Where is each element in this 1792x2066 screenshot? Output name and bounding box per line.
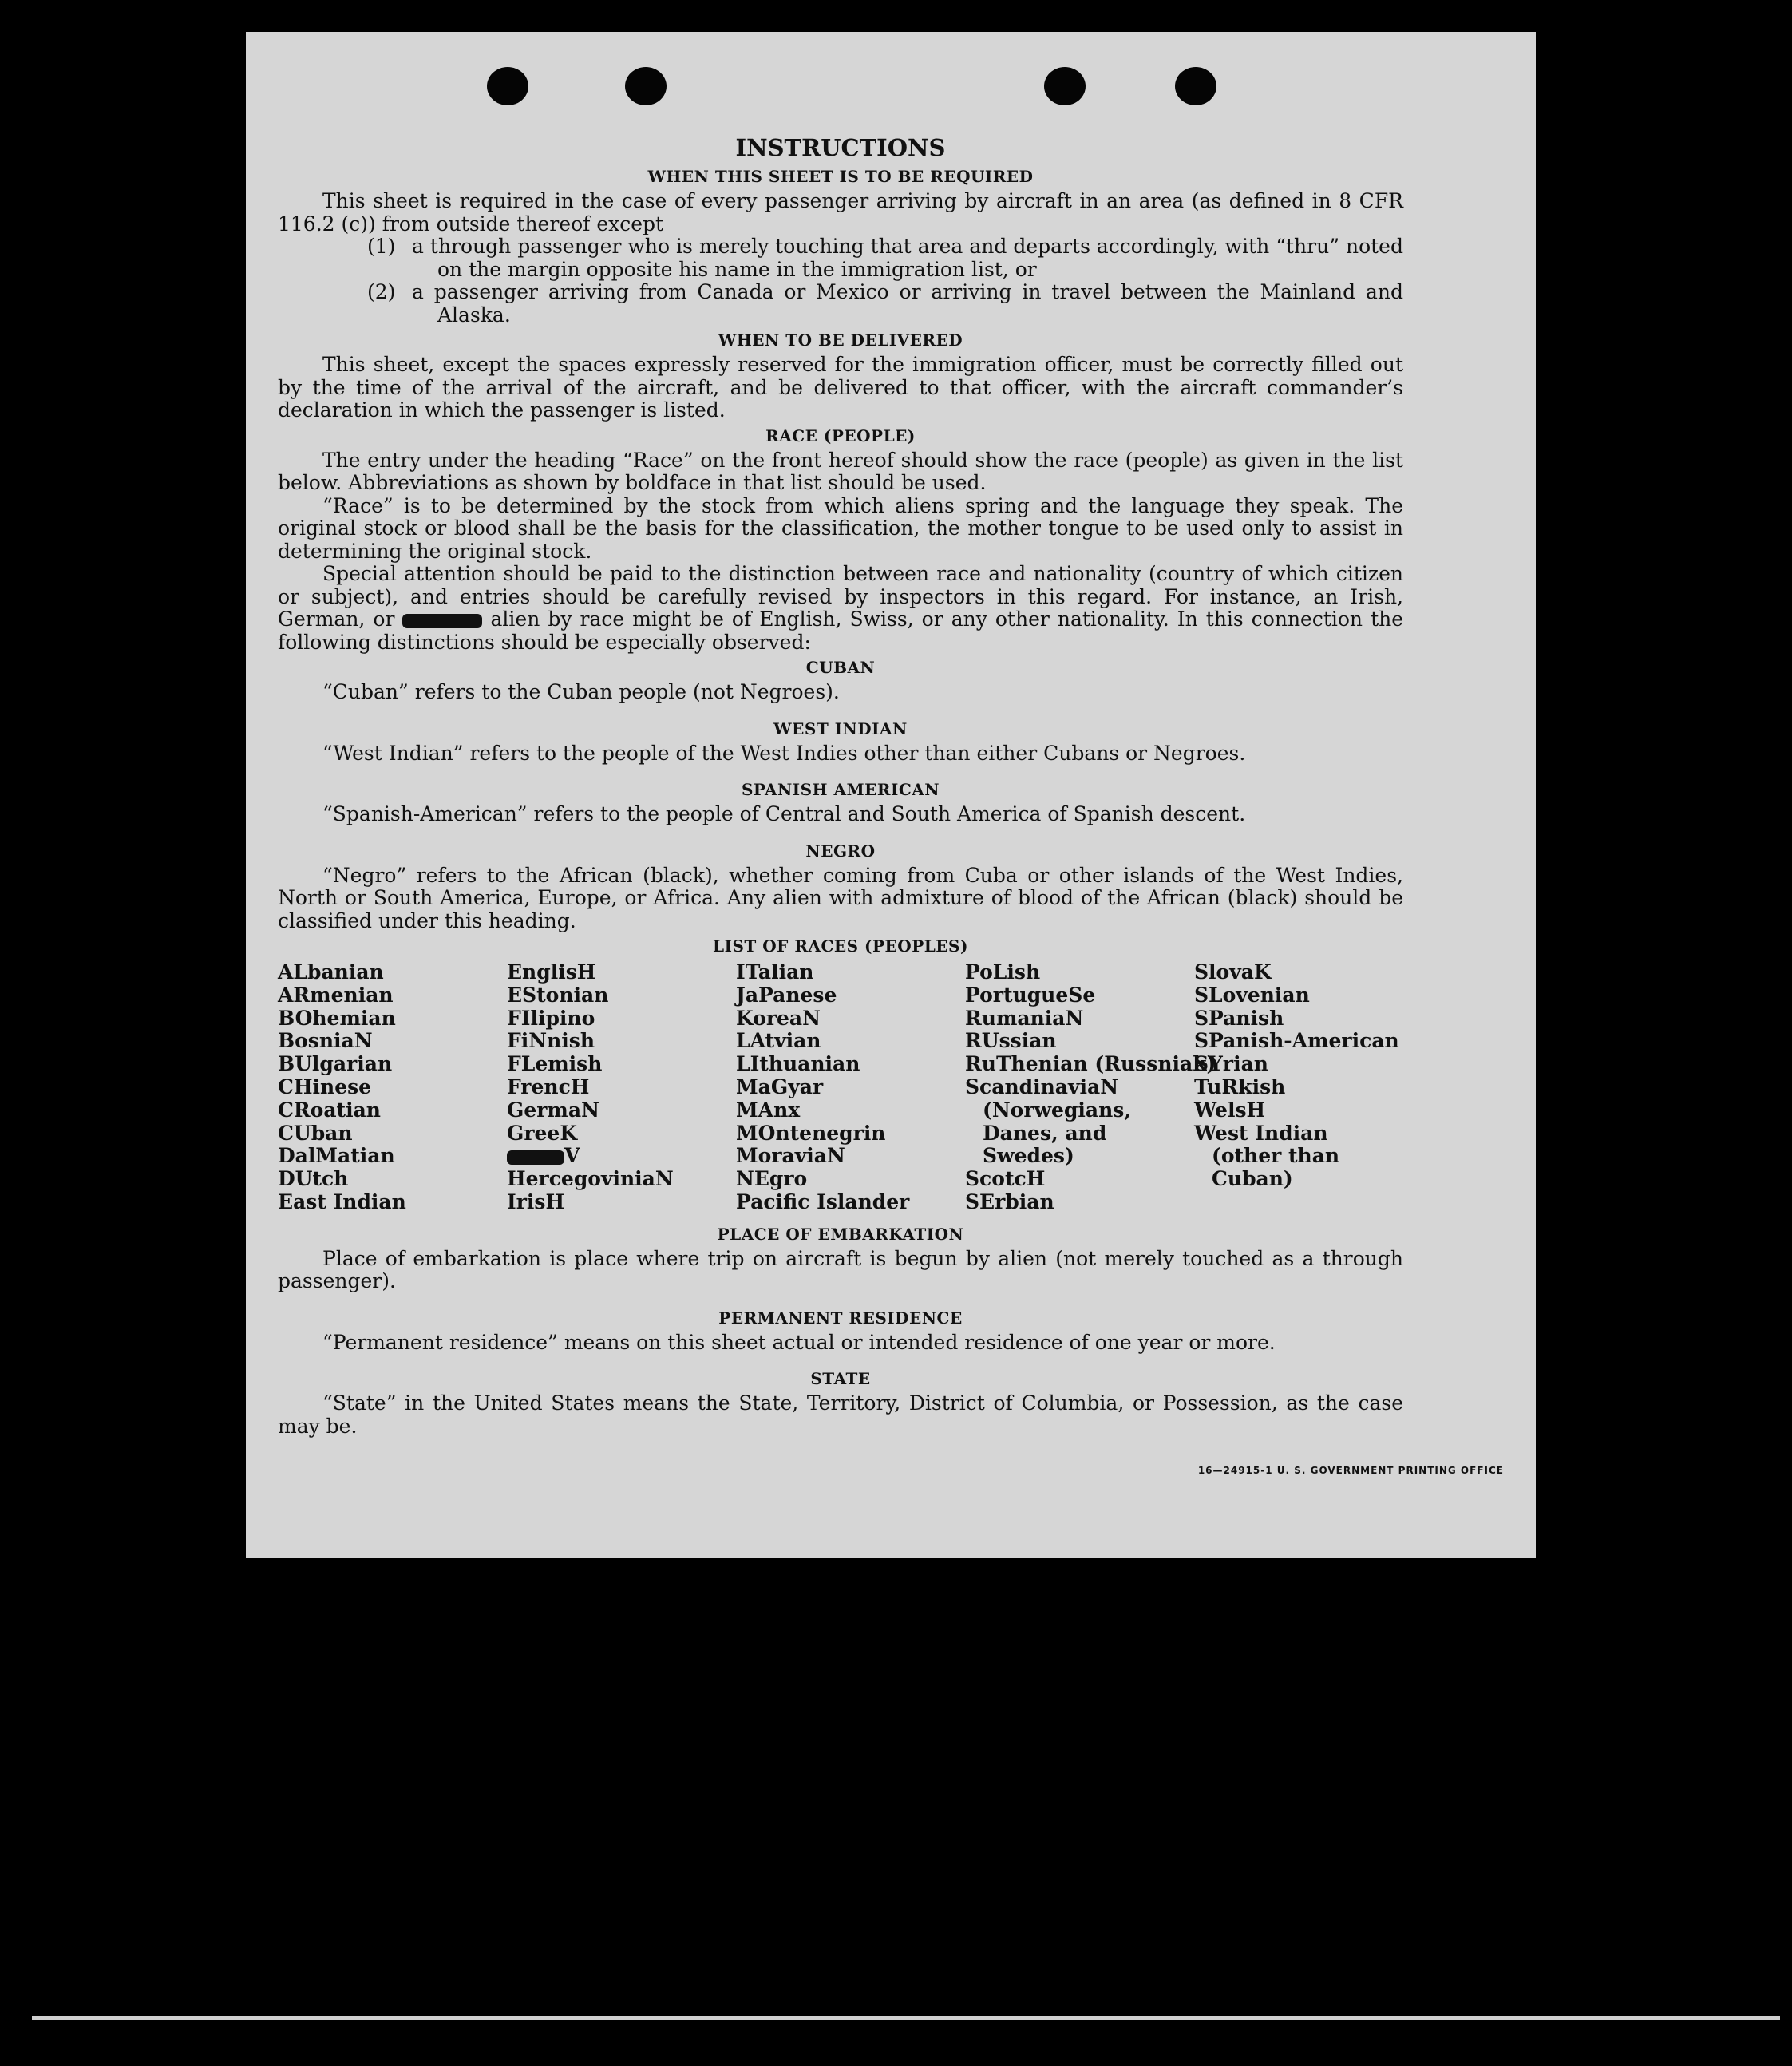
heading-negro: NEGRO bbox=[805, 841, 876, 861]
heading-races-list: LIST OF RACES (PEOPLES) bbox=[713, 936, 968, 956]
embarkation-text: Place of embarkation is place where trip on aircraft is begun by alien (not merely touched as a through passenger). bbox=[278, 1246, 1403, 1293]
race-entry: NEgro bbox=[736, 1167, 808, 1191]
cuban-text: “Cuban” refers to the Cuban people (not Negroes). bbox=[322, 680, 840, 703]
race-entry: MoraviaN bbox=[736, 1144, 845, 1168]
race-entry: ALbanian bbox=[278, 960, 384, 984]
race-entry: FrencH bbox=[507, 1075, 590, 1098]
page-title: INSTRUCTIONS bbox=[735, 134, 946, 161]
race-entry: ITalian bbox=[736, 960, 814, 984]
race-entry: SErbian bbox=[965, 1189, 1054, 1213]
race-entry: PoLish bbox=[965, 960, 1041, 984]
race-entry: ScotcH bbox=[965, 1167, 1046, 1191]
required-item-1 bbox=[278, 235, 1403, 281]
race-entry: LIthuanian bbox=[736, 1052, 860, 1076]
state-text: “State” in the United States means the State, Territory, District of Columbia, or Possession, as the case may be. bbox=[278, 1391, 1403, 1438]
race-entry: HercegoviniaN bbox=[507, 1167, 674, 1191]
punch-hole bbox=[1044, 67, 1086, 105]
race-entry: CUban bbox=[278, 1121, 353, 1145]
race-entry: DalMatian bbox=[278, 1144, 395, 1168]
races-list bbox=[278, 961, 1403, 1214]
race-entry: LAtvian bbox=[736, 1029, 821, 1053]
race-entry: SYrian bbox=[1194, 1052, 1268, 1076]
punch-hole bbox=[1175, 67, 1216, 105]
race-entry: SlovaK bbox=[1194, 960, 1272, 984]
heading-spanish-american: SPANISH AMERICAN bbox=[741, 780, 940, 799]
race-entry: BosniaN bbox=[278, 1029, 373, 1053]
races-column-1 bbox=[278, 961, 495, 1214]
race-entry: WelsH bbox=[1194, 1098, 1266, 1122]
race-paragraph-3-start: Special attention should be paid to the distinction between race and nationality (country of which citizen or subject), and entries should be carefully revised by inspectors in this regard. For instance, an Irish, German, or bbox=[278, 562, 1403, 631]
race-entry: JaPanese bbox=[736, 983, 837, 1007]
race-entry: CHinese bbox=[278, 1075, 372, 1098]
race-entry: SPanish bbox=[1194, 1006, 1284, 1030]
printing-office-code: 16—24915-1 U. S. GOVERNMENT PRINTING OFFICE bbox=[1197, 1465, 1504, 1476]
races-column-4 bbox=[965, 960, 1216, 1214]
race-entry: RuThenian (Russniak) bbox=[965, 1052, 1216, 1076]
film-edge-line bbox=[32, 2016, 1780, 2020]
heading-delivered: WHEN TO BE DELIVERED bbox=[718, 330, 963, 350]
race-entry: TuRkish bbox=[1194, 1075, 1286, 1098]
punch-hole bbox=[625, 67, 667, 105]
race-entry: DUtch bbox=[278, 1167, 349, 1191]
race-entry: MaGyar bbox=[736, 1075, 824, 1098]
race-entry-redacted bbox=[507, 1145, 724, 1168]
heading-embarkation: PLACE OF EMBARKATION bbox=[717, 1224, 964, 1244]
race-entry: Pacific Islander bbox=[736, 1189, 910, 1213]
delivered-text: This sheet, except the spaces expressly reserved for the immigration officer, must be correctly filled out by the time of the arrival of the aircraft, and be delivered to that officer, with the aircraft commander’s declaration in which the passenger is listed. bbox=[278, 353, 1403, 422]
race-entry: East Indian bbox=[278, 1189, 406, 1213]
race-entry: IrisH bbox=[507, 1189, 565, 1213]
heading-residence: PERMANENT RESIDENCE bbox=[718, 1308, 963, 1328]
race-entry: EnglisH bbox=[507, 960, 596, 984]
race-entry: FLemish bbox=[507, 1052, 603, 1076]
race-entry: CRoatian bbox=[278, 1098, 381, 1122]
heading-cuban: CUBAN bbox=[805, 658, 876, 677]
west-indian-text: “West Indian” refers to the people of the West Indies other than either Cubans or Negroes. bbox=[322, 741, 1246, 765]
race-entry: MAnx bbox=[736, 1098, 801, 1122]
race-entry: ScandinaviaN (Norwegians, Danes, and Swedes) bbox=[965, 1075, 1132, 1168]
race-entry: GermaN bbox=[507, 1098, 599, 1122]
races-column-3 bbox=[736, 961, 953, 1214]
spanish-american-text: “Spanish-American” refers to the people of Central and South America of Spanish descent. bbox=[322, 802, 1246, 825]
race-entry: EStonian bbox=[507, 983, 609, 1007]
race-entry: GreeK bbox=[507, 1121, 578, 1145]
heading-state: STATE bbox=[810, 1369, 871, 1389]
race-paragraph-3-end: alien by race might be of English, Swiss, or any other nationality. In this connection the following distinctions should be especially observed: bbox=[278, 608, 1404, 654]
residence-text: “Permanent residence” means on this sheet actual or intended residence of one year or more. bbox=[322, 1330, 1276, 1354]
race-entry: PortugueSe bbox=[965, 983, 1096, 1007]
instructions-content bbox=[278, 134, 1403, 1438]
heading-west-indian: WEST INDIAN bbox=[773, 718, 908, 738]
race-entry: RUssian bbox=[965, 1029, 1057, 1053]
punch-hole bbox=[487, 67, 528, 105]
required-item-2 bbox=[278, 281, 1403, 327]
race-entry: SLovenian bbox=[1194, 983, 1310, 1007]
item-number: (2) bbox=[367, 280, 396, 303]
race-entry: SPanish-American bbox=[1194, 1029, 1399, 1053]
race-entry: KoreaN bbox=[736, 1006, 821, 1030]
heading-required: WHEN THIS SHEET IS TO BE REQUIRED bbox=[647, 167, 1034, 186]
required-text: This sheet is required in the case of every passenger arriving by aircraft in an area (as defined in 8 CFR 116.2 (c)) from outside thereof except bbox=[278, 189, 1403, 235]
race-entry: MOntenegrin bbox=[736, 1121, 886, 1145]
race-entry: ARmenian bbox=[278, 983, 394, 1007]
race-paragraph-2: “Race” is to be determined by the stock from which aliens spring and the language they speak. The original stock or blood shall be the basis for the classification, the mother tongue to be used only to assist in determining the original stock. bbox=[278, 493, 1403, 563]
item-text: a through passenger who is merely touching that area and departs accordingly, with “thru” noted on the margin opposite his name in the immigration list, or bbox=[412, 235, 1403, 281]
race-entry: West Indian (other than Cuban) bbox=[1194, 1121, 1340, 1191]
document-page bbox=[246, 32, 1536, 1558]
race-paragraph-1: The entry under the heading “Race” on the front hereof should show the race (people) as given in the list below. Abbreviations as shown by boldface in that list should be used. bbox=[278, 448, 1403, 494]
race-paragraph-3 bbox=[278, 563, 1403, 654]
race-entry: FiNnish bbox=[507, 1029, 595, 1053]
item-number: (1) bbox=[367, 235, 396, 258]
redaction-mark bbox=[402, 614, 482, 628]
race-entry: RumaniaN bbox=[965, 1006, 1084, 1030]
race-entry: BUlgarian bbox=[278, 1052, 393, 1076]
race-entry: BOhemian bbox=[278, 1006, 396, 1030]
negro-text: “Negro” refers to the African (black), whether coming from Cuba or other islands of the West Indies, North or South America, Europe, or Africa. Any alien with admixture of blood of the African (black) should be classified under this heading. bbox=[278, 863, 1403, 932]
heading-race: RACE (PEOPLE) bbox=[765, 425, 916, 445]
item-text: a passenger arriving from Canada or Mexico or arriving in travel between the Mainland and Alaska. bbox=[412, 280, 1403, 327]
race-entry: FIlipino bbox=[507, 1006, 595, 1030]
redacted-entry-suffix: V bbox=[564, 1144, 580, 1168]
redaction-mark bbox=[507, 1150, 564, 1165]
races-column-2 bbox=[507, 961, 724, 1214]
races-column-5 bbox=[1194, 961, 1403, 1214]
